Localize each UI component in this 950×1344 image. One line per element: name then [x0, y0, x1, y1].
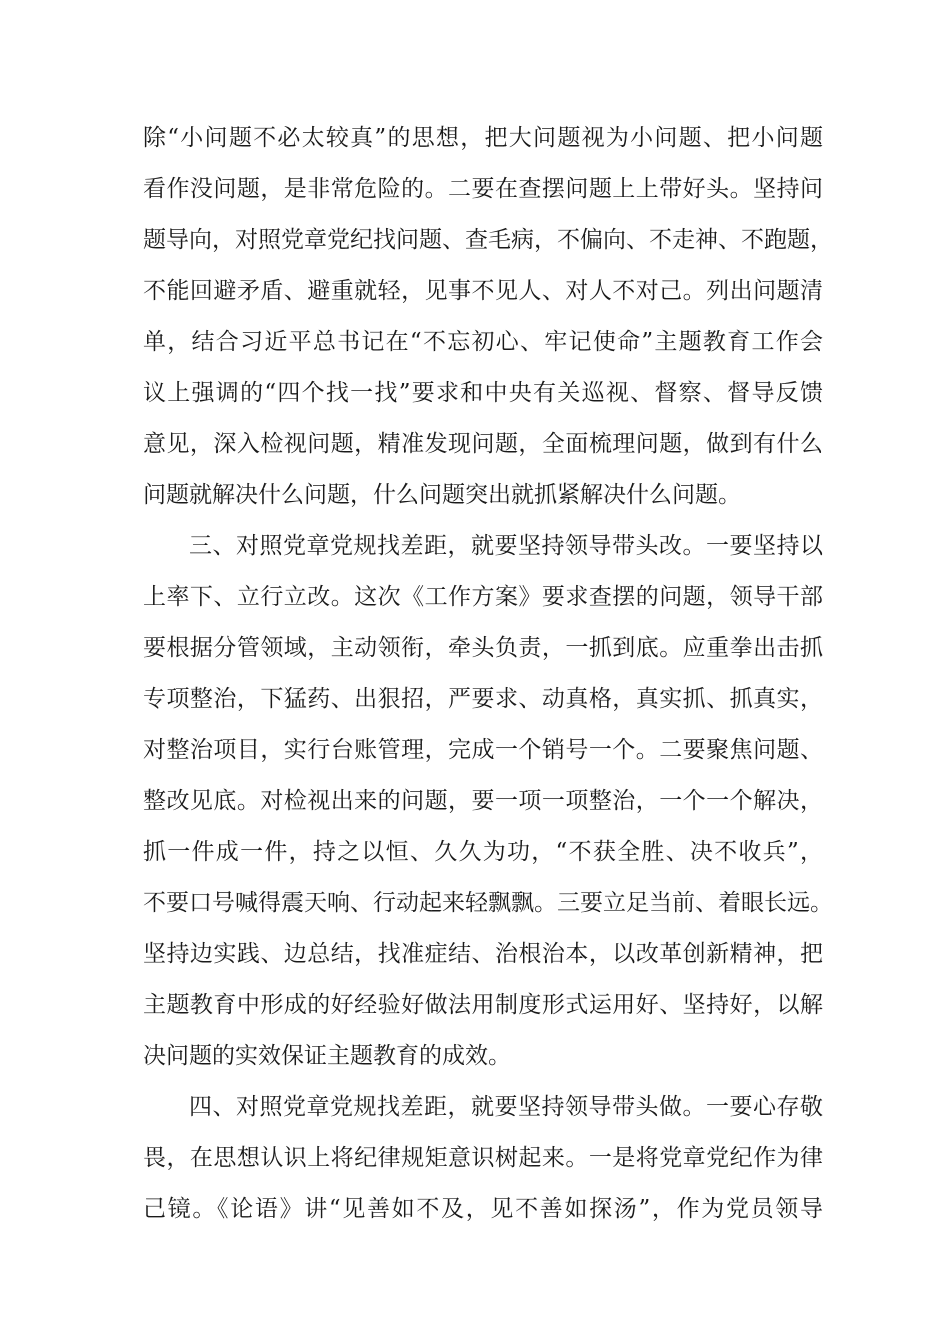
- text-line: 题导向，对照党章党纪找问题、查毛病，不偏向、不走神、不跑题，: [143, 227, 833, 253]
- text-line: 坚持边实践、边总结，找准症结、治根治本，以改革创新精神，把: [143, 941, 823, 967]
- text-line: 抓一件成一件，持之以恒、久久为功，“不获全胜、决不收兵”，: [143, 839, 823, 865]
- text-line: 要根据分管领域，主动领衔，牵头负责，一抓到底。应重拳出击抓: [143, 635, 823, 661]
- text-line: 议上强调的“四个找一找”要求和中央有关巡视、督察、督导反馈: [143, 380, 823, 406]
- text-line: 不要口号喊得震天响、行动起来轻飘飘。三要立足当前、着眼长远。: [143, 890, 833, 916]
- text-line: 上率下、立行立改。这次《工作方案》要求查摆的问题，领导干部: [143, 584, 823, 610]
- text-line: 己镜。《论语》讲“见善如不及，见不善如探汤”，作为党员领导: [143, 1196, 823, 1222]
- text-line: 对整治项目，实行台账管理，完成一个销号一个。二要聚焦问题、: [143, 737, 823, 763]
- paragraph-start-line: 四、对照党章党规找差距，就要坚持领导带头做。一要心存敬: [189, 1094, 823, 1120]
- text-line: 意见，深入检视问题，精准发现问题，全面梳理问题，做到有什么: [143, 431, 823, 457]
- paragraph-start-line: 三、对照党章党规找差距，就要坚持领导带头改。一要坚持以: [189, 533, 823, 559]
- text-line: 单，结合习近平总书记在“不忘初心、牢记使命”主题教育工作会: [143, 329, 823, 355]
- text-line: 除“小问题不必太较真”的思想，把大问题视为小问题、把小问题: [143, 125, 823, 151]
- text-line: 看作没问题，是非常危险的。二要在查摆问题上上带好头。坚持问: [143, 176, 823, 202]
- paragraph-end-line: 问题就解决什么问题，什么问题突出就抓紧解决什么问题。: [143, 482, 741, 508]
- paragraph-end-line: 决问题的实效保证主题教育的成效。: [143, 1043, 511, 1069]
- text-line: 整改见底。对检视出来的问题，要一项一项整治，一个一个解决，: [143, 788, 823, 814]
- text-line: 主题教育中形成的好经验好做法用制度形式运用好、坚持好，以解: [143, 992, 823, 1018]
- text-line: 畏，在思想认识上将纪律规矩意识树起来。一是将党章党纪作为律: [143, 1145, 823, 1171]
- text-line: 不能回避矛盾、避重就轻，见事不见人、对人不对己。列出问题清: [143, 278, 823, 304]
- text-line: 专项整治，下猛药、出狠招，严要求、动真格，真实抓、抓真实，: [143, 686, 823, 712]
